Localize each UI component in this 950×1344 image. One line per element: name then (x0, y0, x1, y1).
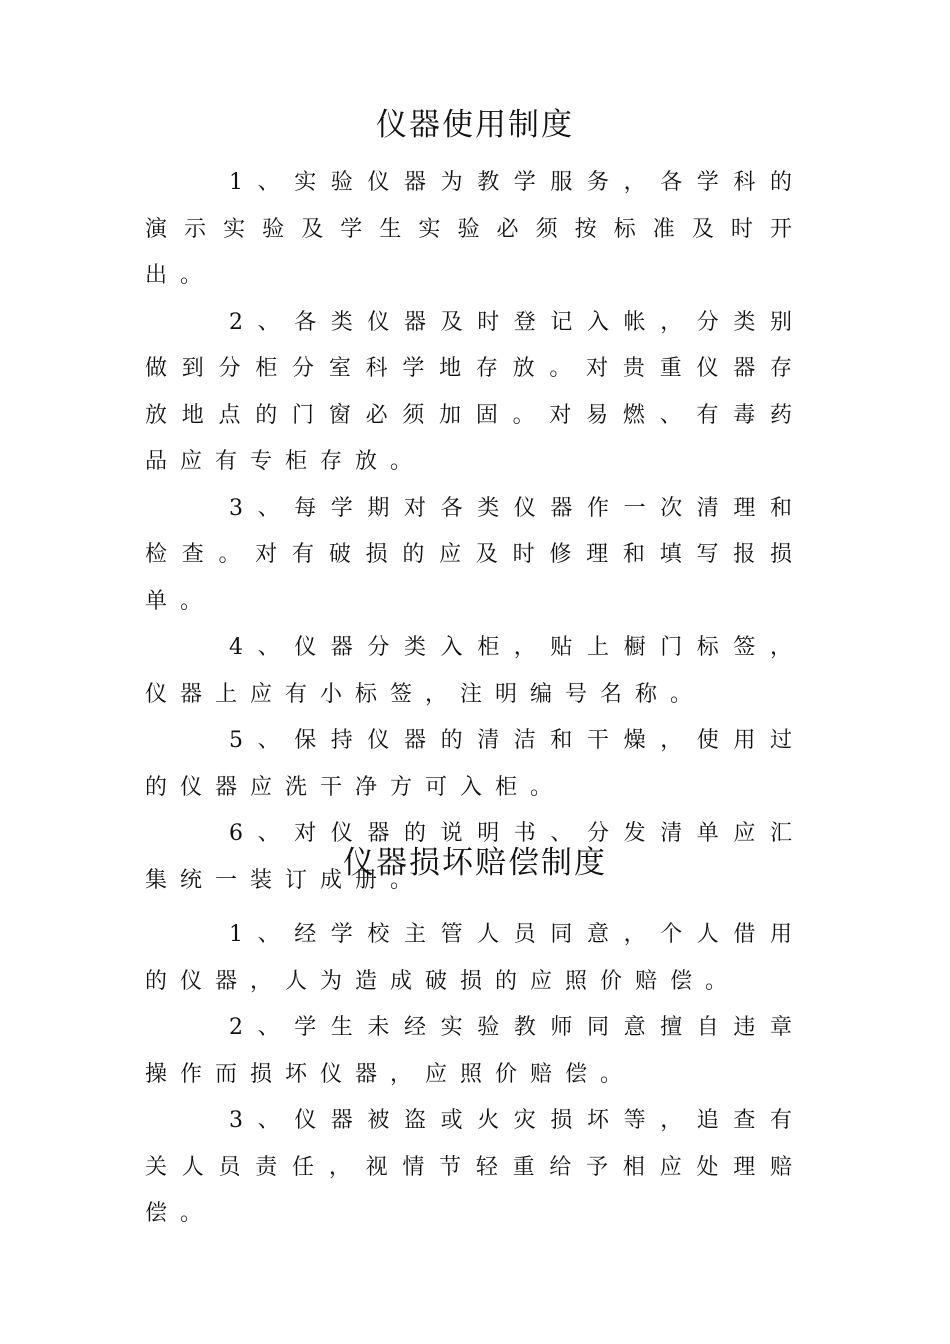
section-title: 仪器使用制度 (376, 107, 574, 143)
rule-item-6: 6、对仪器的说明书、分发清单应汇集统一装订成册。 (145, 821, 805, 893)
rule-item-3: 3、每学期对各类仪器作一次清理和检查。对有破损的应及时修理和填写报损单。 (145, 495, 805, 614)
rule-item-4: 4、仪器分类入柜，贴上橱门标签，仪器上应有小标签，注明编号名称。 (145, 635, 805, 707)
rule-item-1: 1、实验仪器为教学服务，各学科的演示实验及学生实验必须按标准及时开出。 (145, 170, 805, 288)
rule-item-1: 1、经学校主管人员同意，个人借用的仪器，人为造成破损的应照价赔偿。 (145, 922, 805, 994)
rule-item-3: 3、仪器被盗或火灾损坏等，追查有关人员责任，视情节轻重给予相应处理赔偿。 (145, 1108, 805, 1226)
rule-item-2: 2、各类仪器及时登记入帐，分类别做到分柜分室科学地存放。对贵重仪器存放地点的门窗必须加固。对易燃、有毒药品应有专柜存放。 (145, 309, 805, 474)
rule-item-5: 5、保持仪器的清洁和干燥，使用过的仪器应洗干净方可入柜。 (145, 728, 805, 800)
rule-item-2: 2、学生未经实验教师同意擅自违章操作而损坏仪器，应照价赔偿。 (145, 1015, 805, 1087)
section-damage-compensation-rules (145, 838, 805, 1238)
section-instrument-usage-rules (145, 100, 805, 904)
section-title: 仪器损坏赔偿制度 (343, 845, 607, 881)
